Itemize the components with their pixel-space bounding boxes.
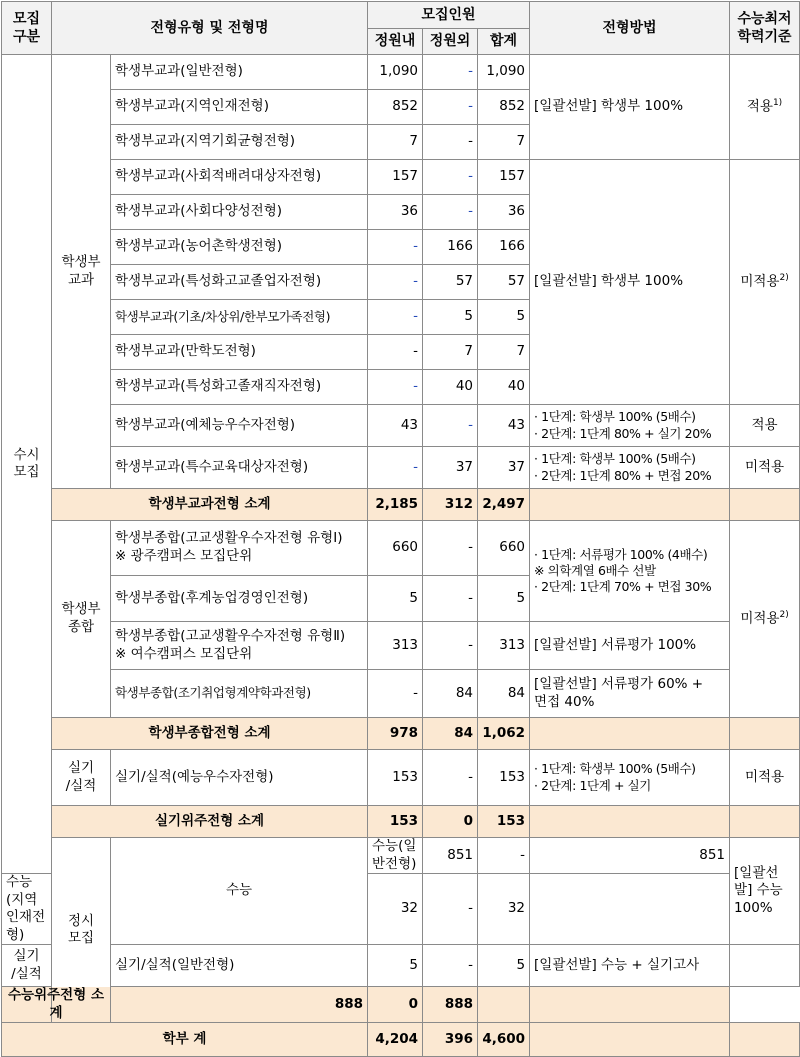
- row-out: -: [423, 750, 478, 806]
- csat-text: 적용: [746, 98, 773, 115]
- row-sum: 7: [478, 125, 530, 160]
- group-silgi2: 실기 /실적: [2, 945, 52, 987]
- subtotal-label: 수능위주전형 소계: [2, 987, 111, 1023]
- method-cell: [일괄선발] 학생부 100%: [530, 55, 730, 160]
- row-sum: 1,090: [478, 55, 530, 90]
- row-out: -: [423, 405, 478, 447]
- row-name: 학생부교과(지역인재전형): [111, 90, 368, 125]
- row-in: -: [368, 265, 423, 300]
- row-name: 실기/실적(일반전형): [111, 945, 368, 987]
- row-sum: 166: [478, 230, 530, 265]
- row-sum: 37: [478, 447, 530, 489]
- subtotal-in: 153: [368, 806, 423, 838]
- row-sum: 153: [478, 750, 530, 806]
- row-in: -: [368, 300, 423, 335]
- method-cell: [일괄선발] 서류평가 100%: [530, 622, 730, 670]
- row-sum: 7: [478, 335, 530, 370]
- csat-text: 미적용: [740, 610, 780, 627]
- row-out: -: [423, 195, 478, 230]
- row-sum: 157: [478, 160, 530, 195]
- row-in: 36: [368, 195, 423, 230]
- row-out: -: [478, 838, 530, 874]
- group-silgi: 실기 /실적: [52, 750, 111, 806]
- subtotal-empty: [730, 806, 800, 838]
- row-name: 학생부교과(지역기회균형전형): [111, 125, 368, 160]
- row-out: -: [423, 576, 478, 622]
- row-in: 157: [368, 160, 423, 195]
- csat-cell: [730, 160, 800, 405]
- group-jonghap: 학생부 종합: [52, 521, 111, 718]
- header-category: 모집 구분: [2, 2, 52, 55]
- row-sum: 57: [478, 265, 530, 300]
- header-outside: 정원외: [423, 29, 478, 55]
- admission-table: [1, 1, 800, 1057]
- subtotal-label: 학생부교과전형 소계: [52, 489, 368, 521]
- total-empty: [530, 1023, 730, 1057]
- total-label: 학부 계: [2, 1023, 368, 1057]
- row-in: -: [368, 370, 423, 405]
- group-gyogwa: 학생부 교과: [52, 55, 111, 489]
- header-type: 전형유형 및 전형명: [52, 2, 368, 55]
- header-inside: 정원내: [368, 29, 423, 55]
- subtotal-empty: [530, 489, 730, 521]
- row-out: -: [423, 55, 478, 90]
- row-sum: 852: [478, 90, 530, 125]
- row-in: 313: [368, 622, 423, 670]
- row-name: 학생부교과(만학도전형): [111, 335, 368, 370]
- method-cell: · 1단계: 학생부 100% (5배수) · 2단계: 1단계 80% + 면접 20%: [530, 447, 730, 489]
- method-cell: [일괄선발] 수능 100%: [730, 838, 800, 945]
- row-name: 학생부교과(사회다양성전형): [111, 195, 368, 230]
- group-suneung: 수능: [111, 838, 368, 945]
- row-name: 학생부교과(특성화고졸재직자전형): [111, 370, 368, 405]
- subtotal-sum: 2,497: [478, 489, 530, 521]
- csat-note: 1): [772, 97, 783, 108]
- total-out: 396: [423, 1023, 478, 1057]
- subtotal-out: 0: [368, 987, 423, 1023]
- row-out: 166: [423, 230, 478, 265]
- csat-cell: [730, 55, 800, 160]
- csat-text: 미적용: [740, 273, 780, 290]
- row-in: -: [368, 447, 423, 489]
- subtotal-in: 2,185: [368, 489, 423, 521]
- csat-note: 2): [779, 609, 789, 620]
- group-jeongsi: 정시 모집: [52, 838, 111, 1023]
- header-recruit: 모집인원: [368, 2, 530, 29]
- subtotal-sum: 1,062: [478, 718, 530, 750]
- row-in: 5: [368, 576, 423, 622]
- csat-cell: 미적용: [730, 447, 800, 489]
- row-sum: 660: [478, 521, 530, 576]
- row-name: 학생부교과(예체능우수자전형): [111, 405, 368, 447]
- row-in: 7: [368, 125, 423, 160]
- csat-cell: 미적용: [730, 750, 800, 806]
- subtotal-label: 학생부종합전형 소계: [52, 718, 368, 750]
- method-cell: [일괄선발] 수능 + 실기고사: [530, 945, 730, 987]
- subtotal-sum: 888: [423, 987, 478, 1023]
- row-sum: 5: [478, 945, 530, 987]
- row-in: 1,090: [368, 55, 423, 90]
- header-csat: 수능최저 학력기준: [730, 2, 800, 55]
- row-in: -: [368, 670, 423, 718]
- row-name: 학생부종합(후계농업경영인전형): [111, 576, 368, 622]
- row-out: 84: [423, 670, 478, 718]
- row-name: 수능(일반전형): [368, 838, 423, 874]
- total-sum: 4,600: [478, 1023, 530, 1057]
- total-in: 4,204: [368, 1023, 423, 1057]
- row-sum: 851: [530, 838, 730, 874]
- row-in: 852: [368, 90, 423, 125]
- row-out: -: [423, 945, 478, 987]
- subtotal-out: 0: [423, 806, 478, 838]
- row-out: 40: [423, 370, 478, 405]
- row-out: -: [423, 90, 478, 125]
- method-cell: · 1단계: 학생부 100% (5배수) · 2단계: 1단계 + 실기: [530, 750, 730, 806]
- row-sum: 5: [478, 576, 530, 622]
- row-name: 학생부교과(특성화고교졸업자전형): [111, 265, 368, 300]
- row-in: 32: [368, 874, 423, 945]
- csat-cell: [730, 521, 800, 718]
- row-in: 153: [368, 750, 423, 806]
- group-susi: 수시 모집: [2, 55, 52, 874]
- row-in: 851: [423, 838, 478, 874]
- row-out: 5: [423, 300, 478, 335]
- row-in: -: [368, 230, 423, 265]
- row-sum: 5: [478, 300, 530, 335]
- subtotal-empty: [730, 489, 800, 521]
- subtotal-empty: [530, 718, 730, 750]
- row-name: 학생부교과(기초/차상위/한부모가족전형): [111, 300, 368, 335]
- method-cell: · 1단계: 학생부 100% (5배수) · 2단계: 1단계 80% + 실기 20%: [530, 405, 730, 447]
- row-out: -: [423, 622, 478, 670]
- row-name: 학생부종합(고교생활우수자전형 유형Ⅰ) ※ 광주캠퍼스 모집단위: [111, 521, 368, 576]
- row-out: -: [423, 160, 478, 195]
- row-in: 43: [368, 405, 423, 447]
- row-name: 학생부종합(조기취업형계약학과전형): [111, 670, 368, 718]
- csat-note: 2): [779, 272, 789, 283]
- row-out: -: [423, 125, 478, 160]
- total-empty: [730, 1023, 800, 1057]
- row-sum: 43: [478, 405, 530, 447]
- csat-cell-empty: [730, 945, 800, 987]
- row-sum: 40: [478, 370, 530, 405]
- subtotal-empty: [530, 987, 730, 1023]
- header-method: 전형방법: [530, 2, 730, 55]
- subtotal-empty: [478, 987, 530, 1023]
- subtotal-out: 312: [423, 489, 478, 521]
- method-cell: · 1단계: 서류평가 100% (4배수) ※ 의학계열 6배수 선발 · 2단계: 1단계 70% + 면접 30%: [530, 521, 730, 622]
- row-in: 660: [368, 521, 423, 576]
- row-sum: 313: [478, 622, 530, 670]
- subtotal-empty: [730, 718, 800, 750]
- header-total: 합계: [478, 29, 530, 55]
- row-sum: 32: [478, 874, 530, 945]
- row-name: 학생부교과(농어촌학생전형): [111, 230, 368, 265]
- subtotal-empty: [530, 806, 730, 838]
- row-out: 57: [423, 265, 478, 300]
- method-cell: [일괄선발] 서류평가 60% + 면접 40%: [530, 670, 730, 718]
- row-name: 학생부교과(특수교육대상자전형): [111, 447, 368, 489]
- subtotal-label: 실기위주전형 소계: [52, 806, 368, 838]
- subtotal-in: 888: [111, 987, 368, 1023]
- row-in: 5: [368, 945, 423, 987]
- subtotal-in: 978: [368, 718, 423, 750]
- subtotal-sum: 153: [478, 806, 530, 838]
- row-sum: 36: [478, 195, 530, 230]
- row-out: -: [423, 521, 478, 576]
- row-name: 학생부종합(고교생활우수자전형 유형Ⅱ) ※ 여수캠퍼스 모집단위: [111, 622, 368, 670]
- row-name: 수능(지역인재전형): [2, 874, 52, 945]
- row-name: 학생부교과(일반전형): [111, 55, 368, 90]
- method-cell: [일괄선발] 학생부 100%: [530, 160, 730, 405]
- row-name: 실기/실적(예능우수자전형): [111, 750, 368, 806]
- row-out: 7: [423, 335, 478, 370]
- row-out: 37: [423, 447, 478, 489]
- row-name: 학생부교과(사회적배려대상자전형): [111, 160, 368, 195]
- csat-cell: 적용: [730, 405, 800, 447]
- row-in: -: [368, 335, 423, 370]
- row-out: -: [423, 874, 478, 945]
- row-sum: 84: [478, 670, 530, 718]
- subtotal-out: 84: [423, 718, 478, 750]
